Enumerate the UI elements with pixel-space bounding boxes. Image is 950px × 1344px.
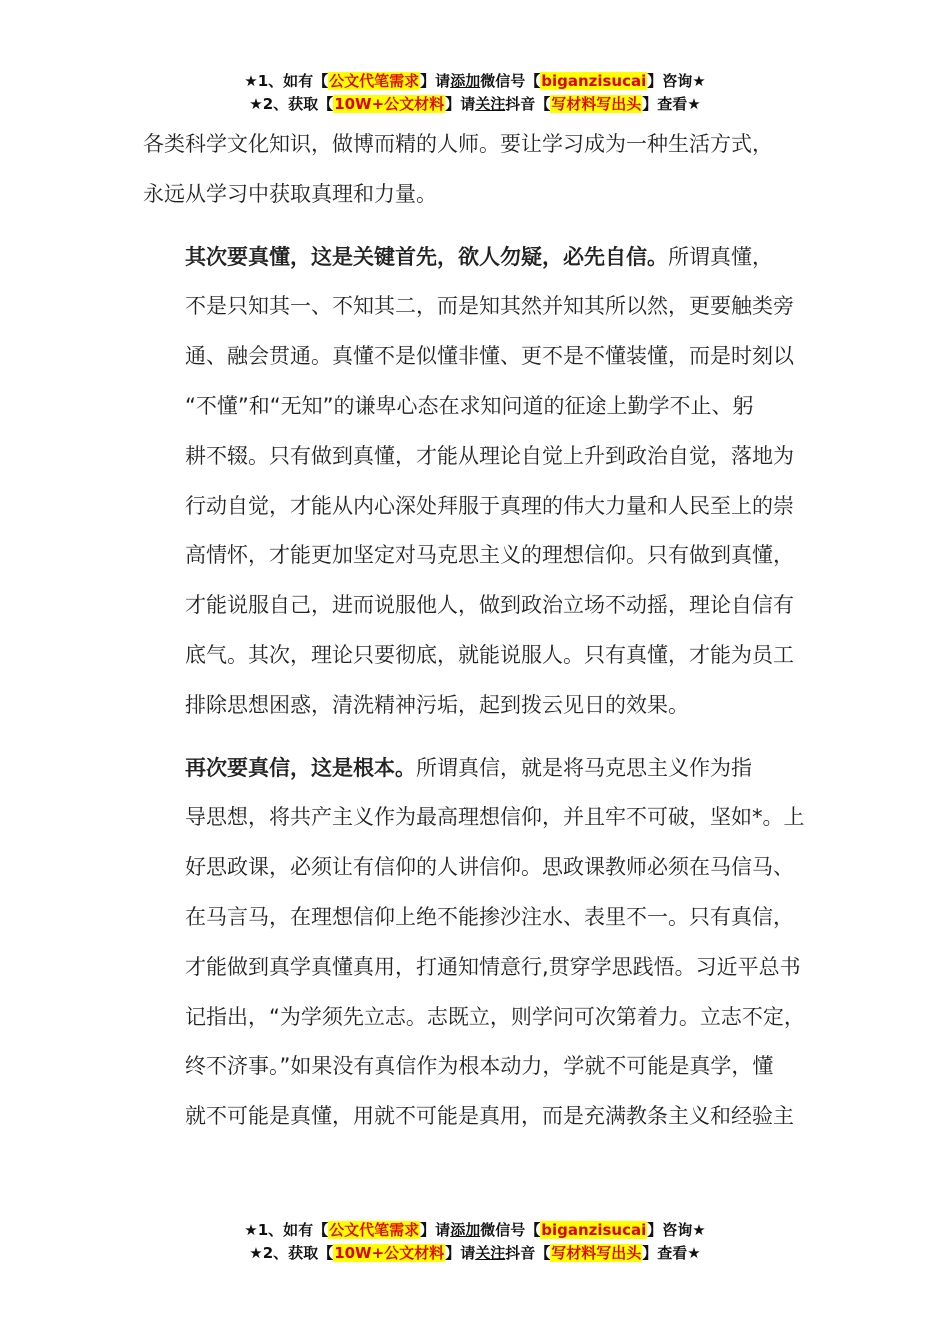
banner-text: 抖音【 — [505, 95, 551, 113]
text-line: 不是只知其一、不知其二，而是知其然并知其所以然，更要触类旁 — [185, 294, 794, 319]
banner-text: 】请 — [420, 1221, 451, 1239]
paragraph-2 — [143, 233, 833, 731]
header-banner — [0, 70, 950, 116]
banner-text: ★2、获取【 — [249, 95, 334, 113]
paragraph-3 — [143, 744, 833, 1142]
banner-highlight: 写材料写出头 — [551, 95, 642, 113]
text-line: 耕不辍。只有做到真懂，才能从理论自觉上升到政治自觉，落地为 — [185, 443, 794, 468]
text-line: 记指出，“为学须先立志。志既立，则学问可次第着力。立志不定， — [185, 1004, 805, 1029]
banner-highlight: 写材料写出头 — [551, 1244, 642, 1262]
paragraph-lead: 再次要真信，这是根本。 — [185, 755, 416, 780]
banner-underline: 添加 — [450, 72, 481, 90]
banner-highlight: biganzisucai — [541, 72, 647, 90]
banner-text: 】咨询★ — [647, 1221, 706, 1239]
banner-text: 微信号【 — [480, 1221, 541, 1239]
banner-text: 微信号【 — [480, 72, 541, 90]
text-line: 底气。其次，理论只要彻底，就能说服人。只有真懂，才能为员工 — [185, 642, 794, 667]
banner-underline: 关注 — [475, 95, 506, 113]
banner-text: 】咨询★ — [647, 72, 706, 90]
banner-highlight: 公文代笔需求 — [329, 1221, 420, 1239]
text-line: 终不济事。”如果没有真信作为根本动力，学就不可能是真学，懂 — [185, 1054, 774, 1079]
banner-text: ★1、如有【 — [244, 1221, 329, 1239]
text-line: 通、融会贯通。真懂不是似懂非懂、更不是不懂装懂，而是时刻以 — [185, 344, 794, 369]
banner-highlight: 10W+公文材料 — [334, 1244, 445, 1262]
banner-line-2 — [0, 1242, 950, 1265]
banner-text: 】请 — [445, 95, 476, 113]
text-line: 各类科学文化知识，做博而精的人师。要让学习成为一种生活方式， — [143, 132, 773, 156]
banner-line-1 — [0, 1219, 950, 1242]
banner-text: 抖音【 — [505, 1244, 551, 1262]
text-line: 行动自觉，才能从内心深处拜服于真理的伟大力量和人民至上的崇 — [185, 493, 794, 518]
text-line: 高情怀，才能更加坚定对马克思主义的理想信仰。只有做到真懂， — [185, 543, 794, 568]
banner-underline: 添加 — [450, 1221, 481, 1239]
banner-underline: 关注 — [475, 1244, 506, 1262]
text-line: 才能说服自己，进而说服他人，做到政治立场不动摇，理论自信有 — [185, 593, 794, 618]
text-line: “不懂”和“无知”的谦卑心态在求知问道的征途上勤学不止、躬 — [185, 393, 754, 418]
banner-highlight: 公文代笔需求 — [329, 72, 420, 90]
banner-text: 】请 — [445, 1244, 476, 1262]
document-body — [143, 120, 833, 1155]
banner-text: 】查看★ — [642, 1244, 701, 1262]
banner-text: 】查看★ — [642, 95, 701, 113]
banner-line-1 — [0, 70, 950, 93]
text-line: 在马言马，在理想信仰上绝不能掺沙注水、表里不一。只有真信， — [185, 904, 794, 929]
banner-line-2 — [0, 93, 950, 116]
text-line: 排除思想困惑，清洗精神污垢，起到拨云见日的效果。 — [185, 692, 689, 717]
paragraph-lead: 其次要真懂，这是关键首先，欲人勿疑，必先自信。 — [185, 244, 668, 269]
text-line: 才能做到真学真懂真用，打通知情意行,贯穿学思践悟。习近平总书 — [185, 954, 801, 979]
text-line: 所谓真懂， — [668, 244, 773, 269]
text-line: 就不可能是真懂，用就不可能是真用，而是充满教条主义和经验主 — [185, 1104, 794, 1129]
text-line: 所谓真信，就是将马克思主义作为指 — [416, 755, 752, 780]
footer-banner — [0, 1219, 950, 1265]
banner-text: 】请 — [420, 72, 451, 90]
text-line: 导思想，将共产主义作为最高理想信仰，并且牢不可破，坚如*。上 — [185, 805, 805, 830]
text-line: 好思政课，必须让有信仰的人讲信仰。思政课教师必须在马信马、 — [185, 855, 794, 880]
banner-text: ★1、如有【 — [244, 72, 329, 90]
text-line: 永远从学习中获取真理和力量。 — [143, 181, 437, 206]
banner-highlight: biganzisucai — [541, 1221, 647, 1239]
banner-text: ★2、获取【 — [249, 1244, 334, 1262]
paragraph-1 — [143, 120, 833, 220]
banner-highlight: 10W+公文材料 — [334, 95, 445, 113]
